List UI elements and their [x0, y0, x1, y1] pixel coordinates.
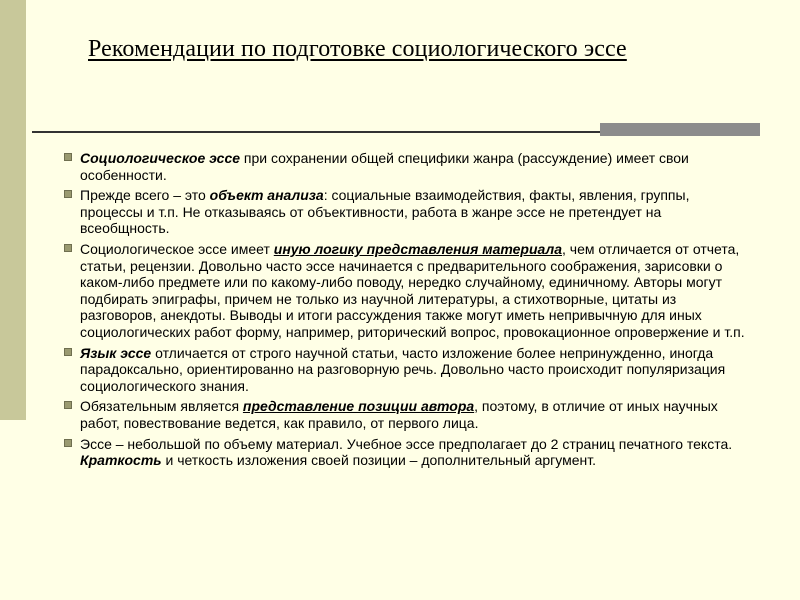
list-item	[64, 241, 754, 341]
list-item	[64, 150, 754, 183]
item-text	[80, 436, 732, 469]
item-plain: Прежде всего – это	[80, 187, 210, 204]
bullet-list	[64, 150, 754, 473]
divider-accent-block	[600, 123, 760, 136]
item-emphasis: Социологическое эссе	[80, 150, 241, 166]
list-item	[64, 436, 754, 469]
item-text	[80, 345, 725, 394]
item-text	[80, 150, 689, 183]
list-item	[64, 187, 754, 237]
list-item	[64, 345, 754, 395]
item-plain: Эссе – небольшой по объему материал. Учебное эссе предполагает до 2 страниц печатного текста.	[80, 435, 733, 452]
square-bullet-icon	[64, 348, 72, 356]
item-plain: , чем отличается от отчета, статьи, рецензии. Довольно часто эссе начинается с предварительного соображения, зарисовки о каком-либо предмете или по какому-либо поводу, нередко случайному, единичному. Авторы могут подбирать эпиграфы, причем не только из научной литературы, а стихотворные, цитаты из разговоров, анекдоты. Выводы и итоги рассуждения также могут иметь непривычную для иных социологических работ форму, например, риторический вопрос, провокационное опровержение и т.п.	[80, 240, 745, 340]
square-bullet-icon	[64, 439, 72, 447]
slide-title: Рекомендации по подготовке социологического эссе	[88, 36, 627, 62]
item-emphasis: Краткость	[80, 452, 162, 469]
item-emphasis-underlined: представление позиции автора	[242, 398, 475, 415]
item-text	[80, 187, 689, 236]
square-bullet-icon	[64, 401, 72, 409]
square-bullet-icon	[64, 153, 72, 161]
list-item	[64, 398, 754, 431]
item-plain: Социологическое эссе имеет	[80, 240, 274, 257]
item-plain: отличается от строго научной статьи, часто изложение более непринужденно, иногда парадоксально, ориентированно на разговорную речь. Довольно часто происходит популяризация социологического знания.	[80, 344, 726, 394]
item-plain: и четкость изложения своей позиции – дополнительный аргумент.	[161, 452, 597, 469]
item-text	[80, 398, 718, 431]
left-decorative-band	[0, 0, 26, 420]
item-plain: , поэтому, в отличие от иных научных работ, повествование ведется, как правило, от первого лица.	[80, 398, 718, 431]
item-plain: при сохранении общей специфики жанра (рассуждение) имеет свои особенности.	[80, 150, 689, 183]
item-text	[80, 241, 745, 340]
item-emphasis: объект анализа	[209, 187, 324, 204]
item-plain: : социальные взаимодействия, факты, явления, группы, процессы и т.п. Не отказываясь от объективности, работа в жанре эссе не претендует на всеобщность.	[80, 187, 690, 237]
square-bullet-icon	[64, 190, 72, 198]
item-emphasis: Язык эссе	[80, 344, 152, 361]
square-bullet-icon	[64, 244, 72, 252]
item-emphasis-underlined: иную логику представления материала	[273, 240, 562, 257]
item-plain: Обязательным является	[80, 398, 243, 415]
